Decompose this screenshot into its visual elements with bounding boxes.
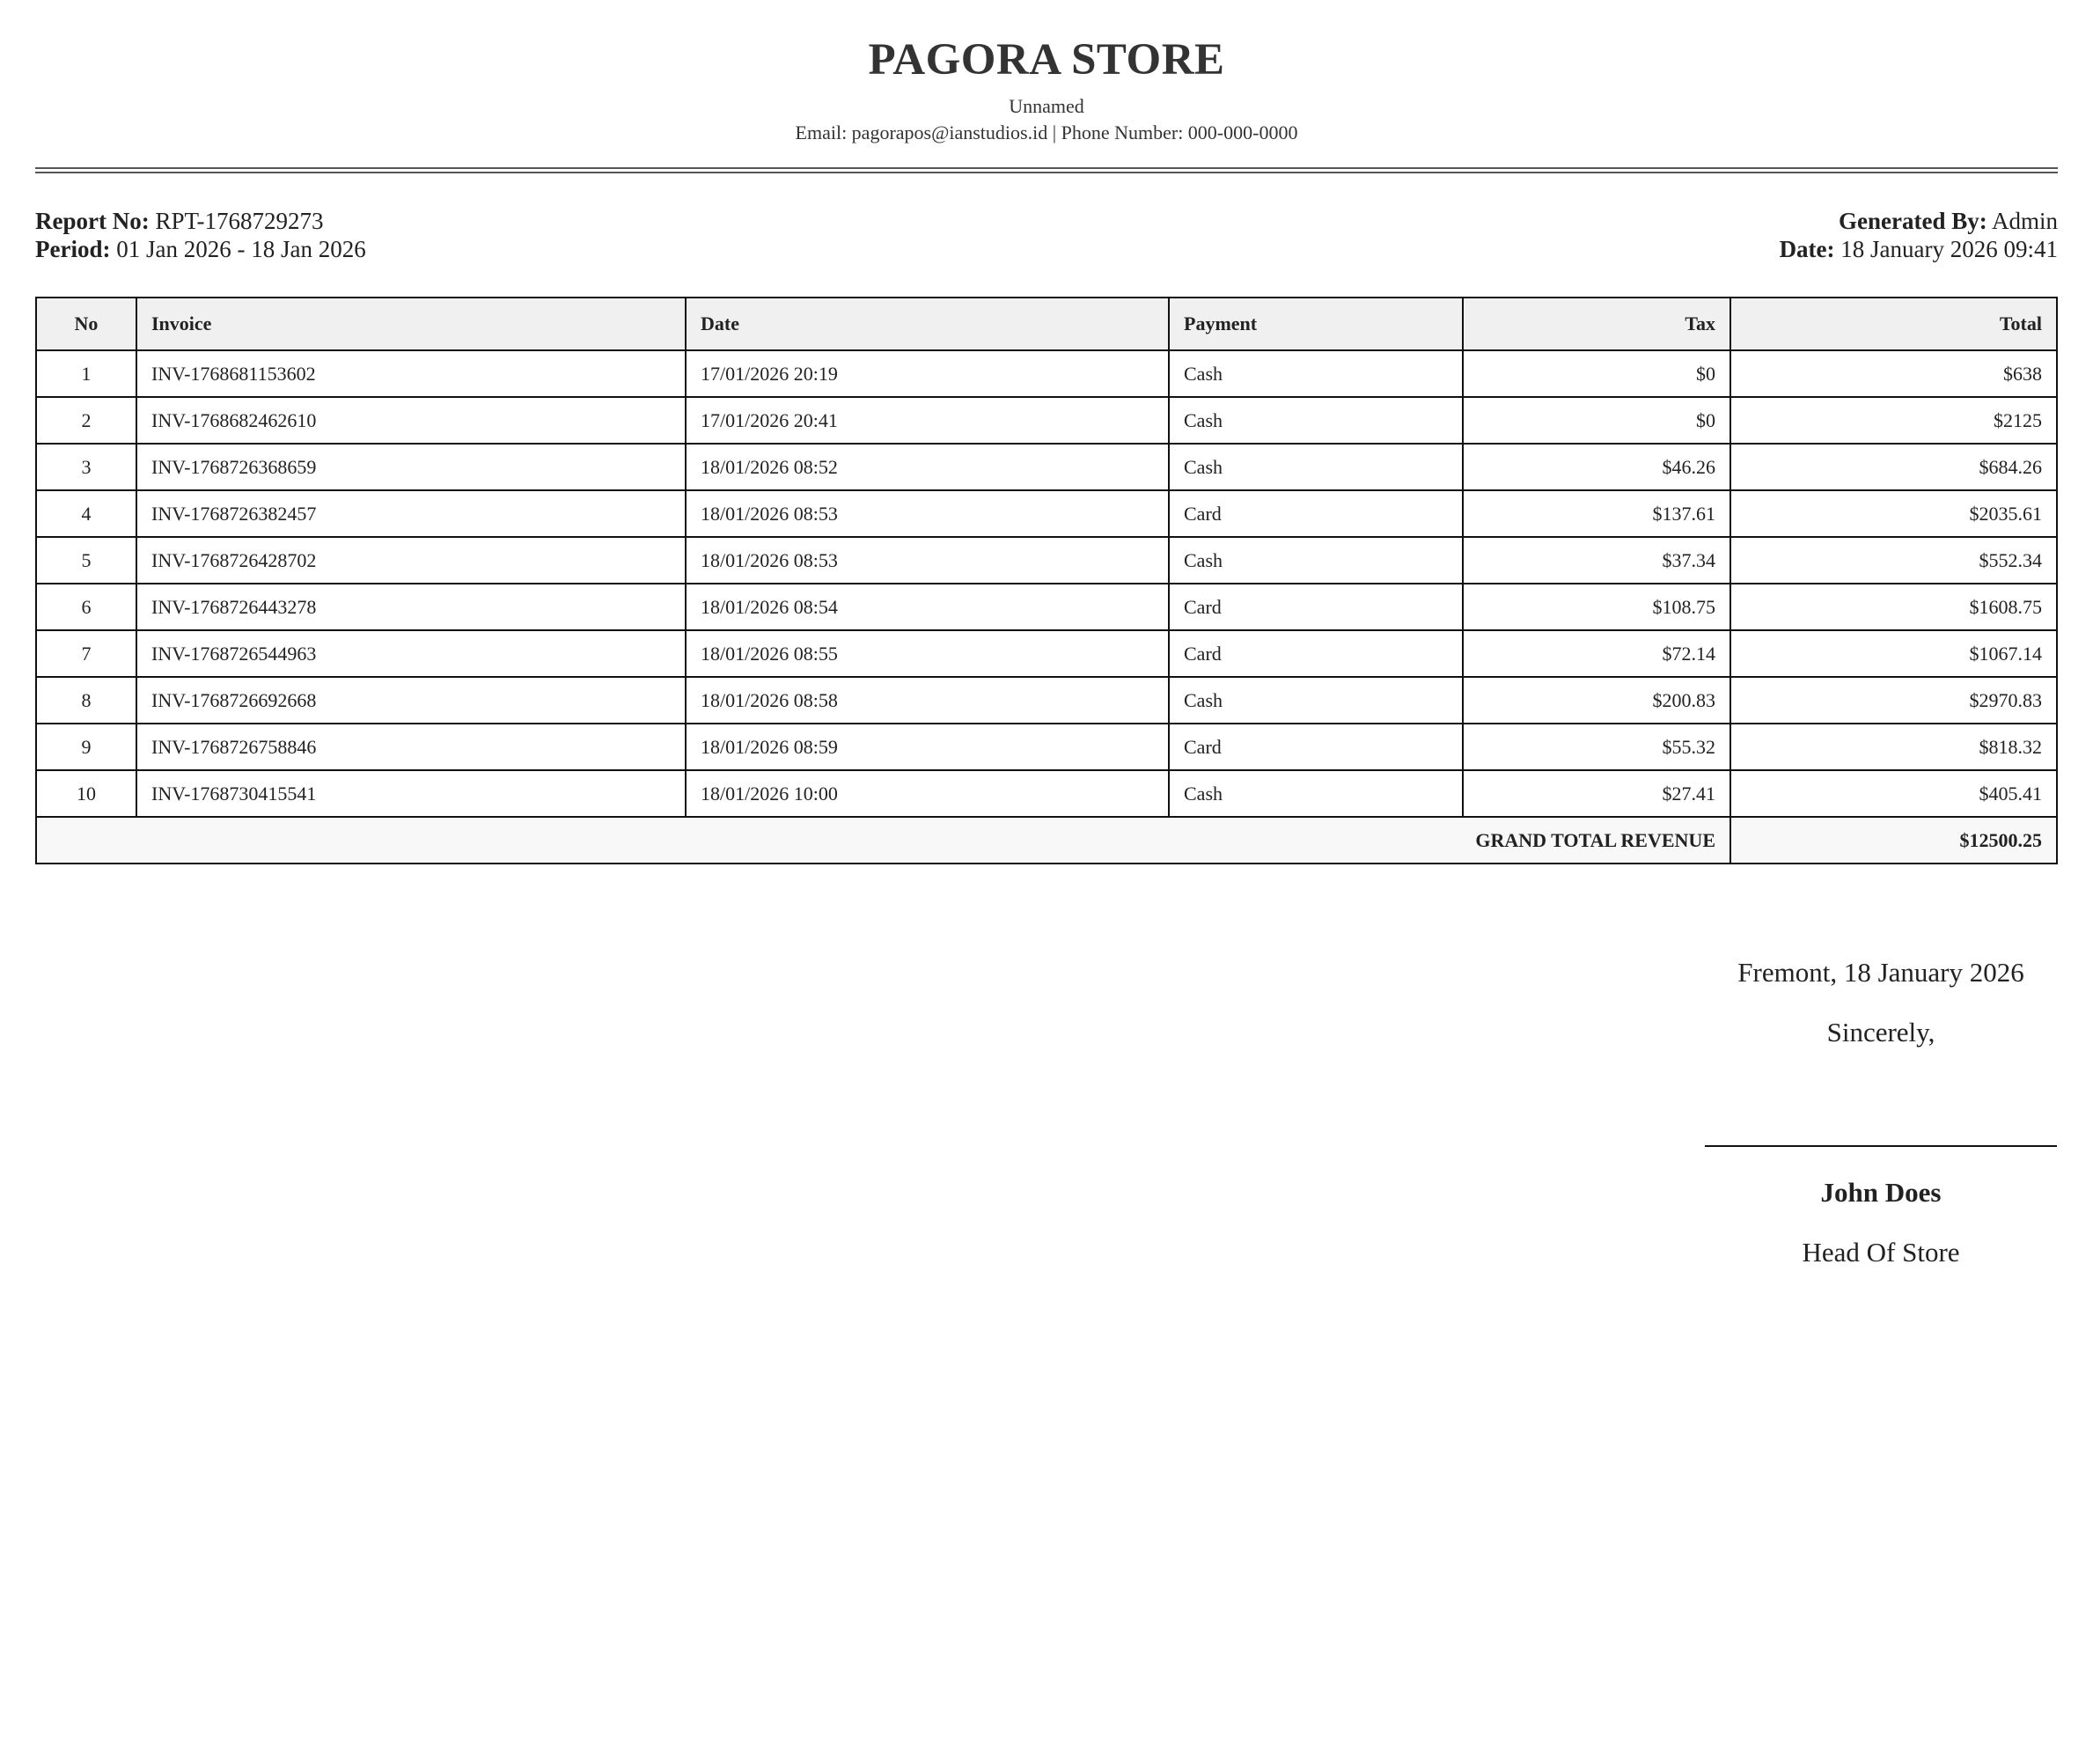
generated-by: Admin: [1991, 208, 2058, 234]
store-contact: Email: pagorapos@ianstudios.id | Phone Number: 000-000-0000: [795, 121, 1298, 143]
report-header: [35, 0, 2058, 146]
signature-place-date: Fremont, 18 January 2026: [1737, 957, 2024, 988]
row-tax: $200.83: [1463, 677, 1730, 724]
header-divider: [35, 167, 2058, 173]
table-row: [36, 724, 2057, 770]
report-number-line: [35, 207, 366, 235]
row-no: 9: [36, 724, 136, 770]
signatory-name: John Does: [1820, 1177, 1942, 1208]
report-meta: [35, 207, 2058, 263]
column-header-tax: Tax: [1463, 298, 1730, 350]
report-date-label: Date:: [1779, 236, 1835, 262]
row-date: 18/01/2026 08:58: [686, 677, 1169, 724]
grand-total-label: GRAND TOTAL REVENUE: [36, 817, 1730, 864]
generated-by-line: [1780, 207, 2058, 235]
row-payment: Card: [1169, 584, 1463, 630]
column-header-payment: Payment: [1169, 298, 1463, 350]
row-date: 18/01/2026 08:52: [686, 444, 1169, 490]
row-payment: Cash: [1169, 537, 1463, 584]
row-date: 18/01/2026 08:53: [686, 490, 1169, 537]
table-row: [36, 397, 2057, 444]
row-no: 7: [36, 630, 136, 677]
row-tax: $0: [1463, 350, 1730, 397]
table-row: [36, 537, 2057, 584]
row-total: $2035.61: [1730, 490, 2057, 537]
row-total: $818.32: [1730, 724, 2057, 770]
row-invoice: INV-1768726692668: [136, 677, 686, 724]
row-no: 2: [36, 397, 136, 444]
row-invoice: INV-1768730415541: [136, 770, 686, 817]
row-no: 4: [36, 490, 136, 537]
table-row: [36, 490, 2057, 537]
row-tax: $72.14: [1463, 630, 1730, 677]
row-invoice: INV-1768726544963: [136, 630, 686, 677]
row-date: 18/01/2026 08:54: [686, 584, 1169, 630]
store-name: PAGORA STORE: [868, 35, 1225, 85]
row-tax: $137.61: [1463, 490, 1730, 537]
report-period-line: [35, 235, 366, 263]
signature-closing: Sincerely,: [1826, 1017, 1935, 1047]
row-total: $405.41: [1730, 770, 2057, 817]
row-no: 8: [36, 677, 136, 724]
row-invoice: INV-1768726443278: [136, 584, 686, 630]
table-row: [36, 350, 2057, 397]
table-header-row: [36, 298, 2057, 350]
row-tax: $37.34: [1463, 537, 1730, 584]
row-invoice: INV-1768726382457: [136, 490, 686, 537]
report-date-line: [1780, 235, 2058, 263]
row-total: $2125: [1730, 397, 2057, 444]
row-date: 17/01/2026 20:41: [686, 397, 1169, 444]
row-date: 18/01/2026 08:59: [686, 724, 1169, 770]
report-number-label: Report No:: [35, 208, 150, 234]
row-no: 10: [36, 770, 136, 817]
row-payment: Cash: [1169, 444, 1463, 490]
table-row: [36, 444, 2057, 490]
grand-total-row: [36, 817, 2057, 864]
row-tax: $0: [1463, 397, 1730, 444]
table-row: [36, 677, 2057, 724]
column-header-total: Total: [1730, 298, 2057, 350]
column-header-no: No: [36, 298, 136, 350]
report-meta-left: [35, 207, 366, 263]
row-total: $638: [1730, 350, 2057, 397]
row-date: 18/01/2026 08:55: [686, 630, 1169, 677]
row-payment: Card: [1169, 490, 1463, 537]
row-payment: Cash: [1169, 397, 1463, 444]
row-invoice: INV-1768682462610: [136, 397, 686, 444]
report-meta-right: [1780, 207, 2058, 263]
report-date: 18 January 2026 09:41: [1840, 236, 2058, 262]
row-payment: Card: [1169, 724, 1463, 770]
row-date: 18/01/2026 10:00: [686, 770, 1169, 817]
row-invoice: INV-1768726758846: [136, 724, 686, 770]
row-no: 3: [36, 444, 136, 490]
row-date: 17/01/2026 20:19: [686, 350, 1169, 397]
report-period-label: Period:: [35, 236, 111, 262]
column-header-invoice: Invoice: [136, 298, 686, 350]
row-payment: Cash: [1169, 677, 1463, 724]
row-invoice: INV-1768681153602: [136, 350, 686, 397]
store-subtitle: Unnamed: [1009, 95, 1084, 117]
table-row: [36, 584, 2057, 630]
table-row: [36, 630, 2057, 677]
row-total: $1067.14: [1730, 630, 2057, 677]
row-invoice: INV-1768726428702: [136, 537, 686, 584]
column-header-date: Date: [686, 298, 1169, 350]
row-payment: Cash: [1169, 770, 1463, 817]
row-payment: Cash: [1169, 350, 1463, 397]
signature-line: [1705, 1145, 2057, 1147]
report-number: RPT-1768729273: [155, 208, 324, 234]
row-total: $684.26: [1730, 444, 2057, 490]
row-total: $1608.75: [1730, 584, 2057, 630]
row-payment: Card: [1169, 630, 1463, 677]
signature-block: [1705, 955, 2057, 1270]
generated-by-label: Generated By:: [1839, 208, 1987, 234]
report-period: 01 Jan 2026 - 18 Jan 2026: [116, 236, 366, 262]
transactions-table: [35, 297, 2058, 864]
row-total: $2970.83: [1730, 677, 2057, 724]
row-date: 18/01/2026 08:53: [686, 537, 1169, 584]
row-total: $552.34: [1730, 537, 2057, 584]
signatory-title: Head Of Store: [1802, 1237, 1960, 1268]
row-tax: $27.41: [1463, 770, 1730, 817]
row-no: 1: [36, 350, 136, 397]
grand-total-value: $12500.25: [1730, 817, 2057, 864]
row-invoice: INV-1768726368659: [136, 444, 686, 490]
row-tax: $55.32: [1463, 724, 1730, 770]
row-tax: $108.75: [1463, 584, 1730, 630]
report-page: [35, 0, 2058, 864]
table-row: [36, 770, 2057, 817]
row-no: 6: [36, 584, 136, 630]
row-no: 5: [36, 537, 136, 584]
row-tax: $46.26: [1463, 444, 1730, 490]
